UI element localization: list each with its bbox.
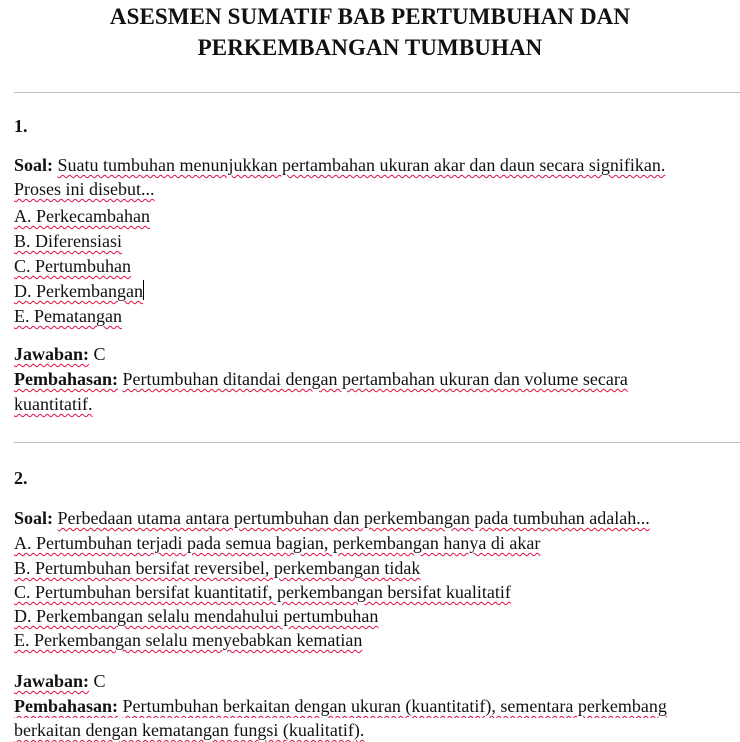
question-text-line[interactable]: Perbedaan utama antara pertumbuhan dan perkembangan pada tumbuhan adalah... <box>57 508 650 528</box>
option-c[interactable]: C. Pertumbuhan <box>14 256 131 276</box>
option-e[interactable]: E. Perkembangan selalu menyebabkan kematian <box>14 630 363 650</box>
option-a[interactable]: A. Perkecambahan <box>14 206 150 226</box>
option-d[interactable]: D. Perkembangan <box>14 281 143 301</box>
answer-line[interactable] <box>14 669 106 693</box>
jawaban-label: Jawaban: <box>14 671 90 691</box>
soal-label: Soal: <box>14 508 54 528</box>
question-text[interactable] <box>14 153 665 177</box>
explanation-text[interactable]: Pertumbuhan berkaitan dengan ukuran (kuantitatif), sementara perkembang <box>122 696 667 716</box>
answer-value: C <box>93 671 106 691</box>
explanation-text[interactable]: Pertumbuhan ditandai dengan pertambahan ukuran dan volume secara <box>122 369 628 389</box>
question-text[interactable] <box>14 506 650 530</box>
explanation-text[interactable]: berkaitan dengan kematangan fungsi (kualitatif). <box>14 720 365 740</box>
question-number: 1. <box>14 116 28 136</box>
text-cursor <box>143 280 144 300</box>
option-d[interactable]: D. Perkembangan selalu mendahului pertumbuhan <box>14 606 379 626</box>
document-title-line-2: PERKEMBANGAN TUMBUHAN <box>197 35 543 60</box>
explanation-line[interactable] <box>14 367 628 391</box>
section-divider <box>14 442 740 443</box>
jawaban-label: Jawaban: <box>14 344 90 364</box>
question-number: 2. <box>14 468 28 488</box>
option-c[interactable]: C. Pertumbuhan bersifat kuantitatif, perkembangan bersifat kualitatif <box>14 582 511 602</box>
option-b[interactable]: B. Pertumbuhan bersifat reversibel, perkembangan tidak <box>14 558 421 578</box>
soal-label: Soal: <box>14 155 54 175</box>
option-d-row[interactable] <box>14 279 144 303</box>
pembahasan-label: Pembahasan: <box>14 369 119 389</box>
pembahasan-label: Pembahasan: <box>14 696 119 716</box>
document-title-line-1: ASESMEN SUMATIF BAB PERTUMBUHAN DAN <box>109 4 631 29</box>
explanation-text[interactable]: kuantitatif. <box>14 394 93 414</box>
answer-value: C <box>93 344 106 364</box>
option-e[interactable]: E. Pematangan <box>14 306 122 326</box>
question-text-line[interactable]: Proses ini disebut... <box>14 179 155 199</box>
section-divider <box>14 92 740 93</box>
explanation-line[interactable] <box>14 694 740 718</box>
option-b[interactable]: B. Diferensiasi <box>14 231 122 251</box>
option-a[interactable]: A. Pertumbuhan terjadi pada semua bagian, perkembangan hanya di akar <box>14 533 541 553</box>
answer-line[interactable] <box>14 342 106 366</box>
question-text-line[interactable]: Suatu tumbuhan menunjukkan pertambahan ukuran akar dan daun secara signifikan. <box>57 155 666 175</box>
